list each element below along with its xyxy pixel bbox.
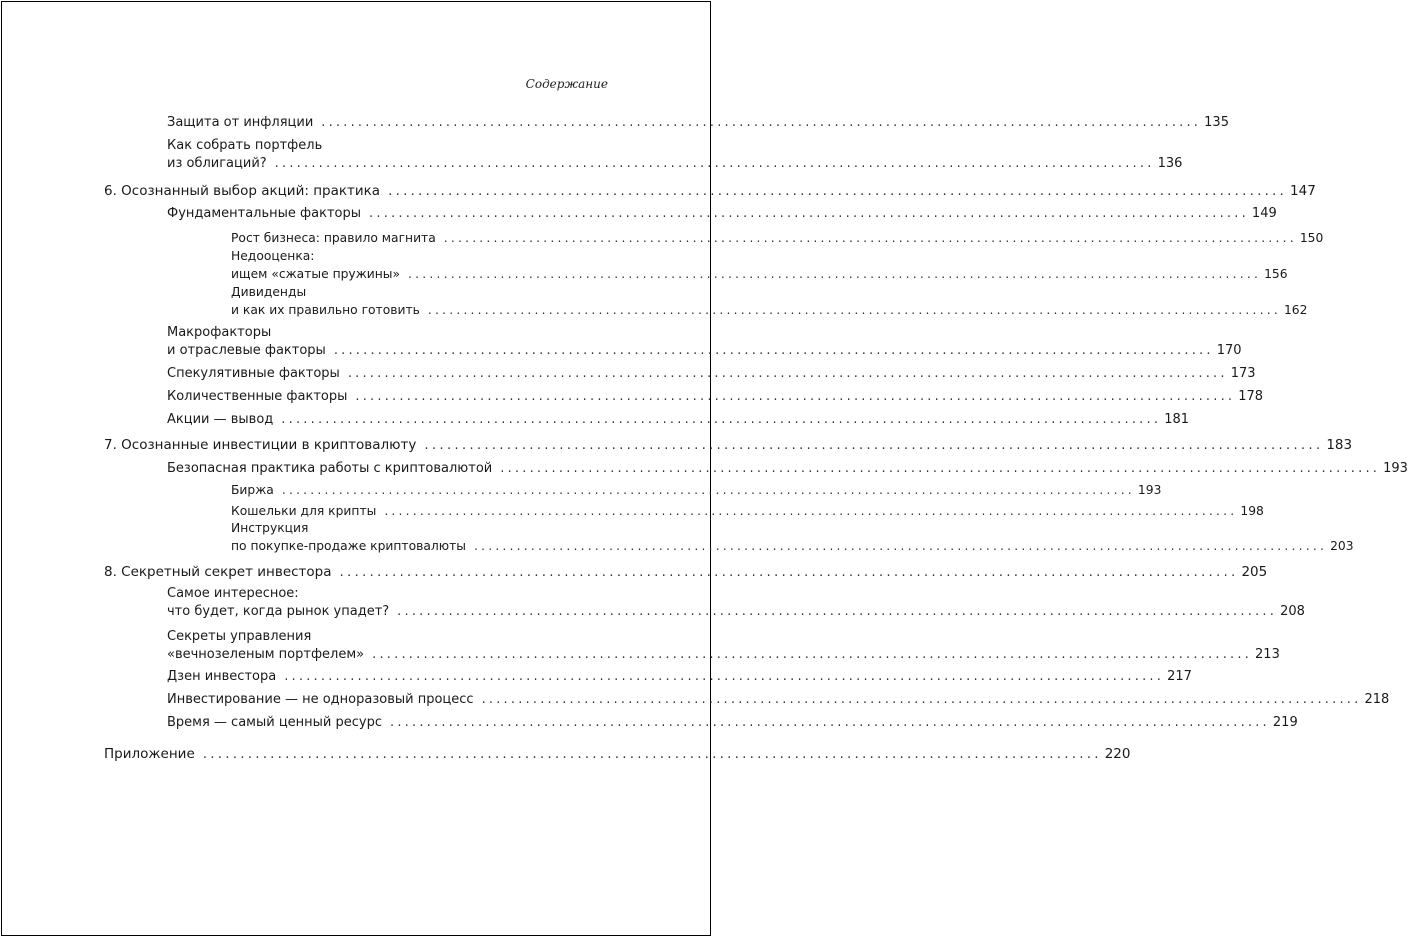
toc-title-line: Недооценка: [231, 249, 315, 263]
toc-title: Инвестирование — не одноразовый процесс [167, 692, 474, 707]
leader-dots: ........................................................................................................................ [408, 267, 1262, 281]
page-number: 193 [1383, 461, 1408, 476]
toc-entry [167, 714, 1298, 732]
page-number: 135 [1204, 115, 1229, 130]
leader-dots: ........................................................................................................................ [427, 303, 1281, 317]
page-number: 198 [1240, 504, 1264, 518]
toc-title: Фундаментальные факторы [167, 206, 362, 221]
toc-title: Количественные факторы [167, 389, 348, 404]
page-number: 178 [1238, 389, 1264, 404]
leader-dots: ........................................................................................................................ [424, 437, 1324, 453]
leader-dots: ........................................................................................................................ [384, 504, 1238, 518]
leader-dots: ........................................................................................................................ [284, 669, 1165, 684]
toc-entry [231, 481, 1162, 499]
toc-title: «вечнозеленым портфелем» [167, 647, 365, 662]
toc-entry [167, 668, 1192, 686]
running-header: Содержание [525, 77, 608, 91]
toc-entry [231, 519, 1354, 555]
leader-dots: ........................................................................................................................ [390, 715, 1270, 730]
toc-entry [167, 365, 1256, 383]
toc-title: ищем «сжатые пружины» [231, 267, 401, 281]
toc-entry [167, 324, 1242, 360]
toc-title-line: Инструкция [231, 521, 309, 535]
page-number: 147 [1290, 183, 1316, 199]
toc-title: 7. Осознанные инвестиции в криптовалюту [104, 437, 417, 453]
page-number: 220 [1104, 746, 1131, 762]
toc-title: Спекулятивные факторы [167, 366, 340, 381]
toc-chapter [104, 563, 1268, 581]
toc-title: 6. Осознанный выбор акций: практика [104, 183, 381, 199]
page-number: 193 [1137, 483, 1162, 497]
toc-title: Безопасная практика работы с криптовалютой [167, 461, 493, 476]
toc-title: Приложение [104, 746, 195, 762]
toc-chapter [104, 436, 1353, 454]
toc-title: 8. Секретный секрет инвестора [104, 564, 332, 580]
leader-dots: ........................................................................................................................ [397, 604, 1278, 619]
leader-dots: ........................................................................................................................ [481, 692, 1362, 707]
leader-dots: ........................................................................................................................ [474, 539, 1328, 553]
leader-dots: ........................................................................................................................ [369, 206, 1249, 221]
toc-title: и отраслевые факторы [167, 343, 326, 358]
page-number: 219 [1272, 715, 1298, 730]
leader-dots: ........................................................................................................................ [443, 231, 1297, 245]
toc-entry [167, 628, 1280, 664]
page-number: 181 [1164, 412, 1190, 427]
toc-title: из облигаций? [167, 156, 267, 171]
toc-entry [167, 114, 1229, 132]
leader-dots: ........................................................................................................................ [281, 483, 1135, 497]
leader-dots: ........................................................................................................................ [281, 412, 1162, 427]
toc-entry [167, 691, 1390, 709]
page-number: 208 [1280, 604, 1305, 619]
page-number: 170 [1216, 343, 1242, 358]
toc-entry [167, 411, 1190, 429]
leader-dots: ........................................................................................................................ [372, 647, 1253, 662]
leader-dots: ........................................................................................................................ [500, 461, 1381, 476]
toc-title-line: Дивиденды [231, 285, 307, 299]
leader-dots: ........................................................................................................................ [321, 115, 1202, 130]
page-number: 162 [1283, 303, 1308, 317]
toc-title: Акции — вывод [167, 412, 274, 427]
toc-entry [167, 205, 1277, 223]
leader-dots: ........................................................................................................................ [339, 564, 1239, 580]
toc-title: и как их правильно готовить [231, 303, 420, 317]
page-number: 205 [1241, 564, 1268, 580]
leader-dots: ........................................................................................................................ [333, 343, 1214, 358]
toc-entry [167, 137, 1183, 173]
toc-entry [231, 229, 1324, 247]
toc-title-line: Самое интересное: [167, 586, 299, 601]
leader-dots: ........................................................................................................................ [388, 183, 1288, 199]
toc-title: Защита от инфляции [167, 115, 314, 130]
page-number: 218 [1364, 692, 1390, 707]
page-number: 150 [1299, 231, 1324, 245]
toc-title-line: Секреты управления [167, 629, 312, 644]
toc-entry [167, 460, 1408, 478]
page-number: 156 [1264, 267, 1288, 281]
toc-entry [167, 585, 1305, 621]
page-number: 183 [1326, 437, 1353, 453]
page-number: 203 [1330, 539, 1354, 553]
toc-title: Время — самый ценный ресурс [167, 715, 383, 730]
toc-title: по покупке-продаже криптовалюты [231, 539, 466, 553]
page-number: 136 [1157, 156, 1183, 171]
toc-chapter [104, 182, 1316, 200]
leader-dots: ........................................................................................................................ [355, 389, 1236, 404]
page-number: 213 [1255, 647, 1280, 662]
page-number: 217 [1167, 669, 1192, 684]
toc-chapter [104, 745, 1131, 763]
toc-entry [231, 502, 1264, 520]
leader-dots: ........................................................................................................................ [274, 156, 1155, 171]
page-number: 149 [1251, 206, 1277, 221]
toc-entry [231, 247, 1288, 283]
leader-dots: ........................................................................................................................ [202, 746, 1102, 762]
page-number: 173 [1230, 366, 1256, 381]
toc-title: что будет, когда рынок упадет? [167, 604, 390, 619]
toc-title: Рост бизнеса: правило магнита [231, 231, 436, 245]
toc-entry [231, 283, 1308, 319]
toc-title: Кошельки для крипты [231, 504, 377, 518]
toc-title: Дзен инвестора [167, 669, 277, 684]
leader-dots: ........................................................................................................................ [347, 366, 1228, 381]
toc-title-line: Макрофакторы [167, 325, 272, 340]
toc-title: Биржа [231, 483, 274, 497]
toc-title-line: Как собрать портфель [167, 138, 323, 153]
toc-entry [167, 388, 1264, 406]
